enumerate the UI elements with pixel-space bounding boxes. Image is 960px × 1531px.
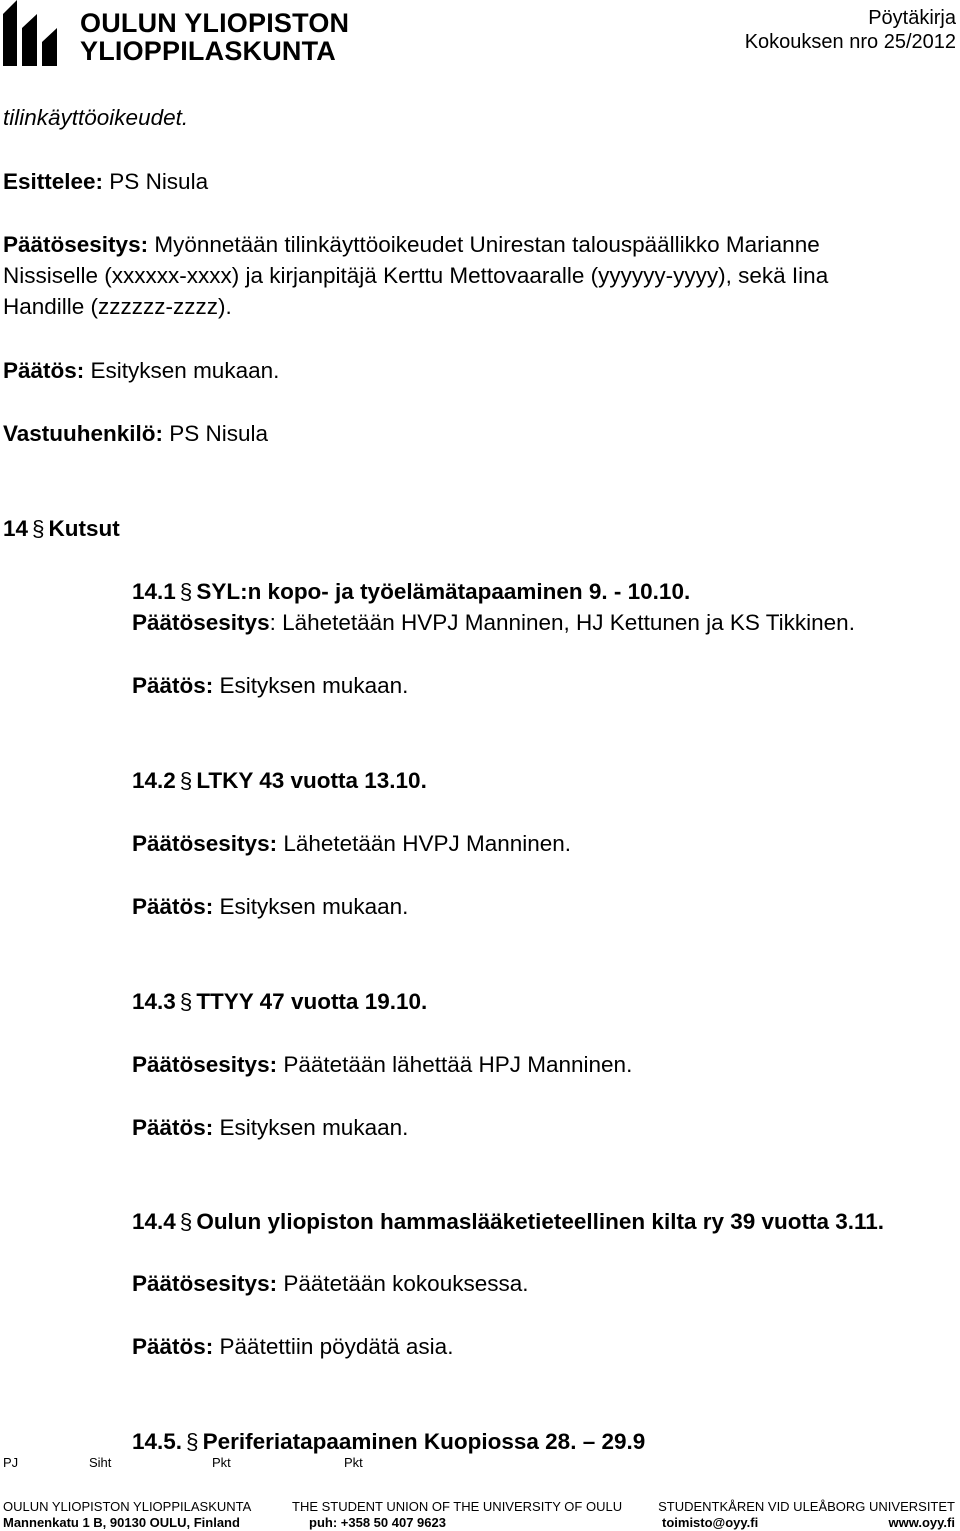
item-proposal-text: Lähetetään HVPJ Manninen. xyxy=(277,831,572,856)
footer-website[interactable]: www.oyy.fi xyxy=(888,1515,955,1530)
item-decision-text: Esityksen mukaan. xyxy=(213,673,409,698)
item-heading xyxy=(132,1426,645,1457)
signature-label-pkt: Pkt xyxy=(212,1455,231,1470)
signature-label-pkt-2: Pkt xyxy=(344,1455,363,1470)
item-proposal xyxy=(132,607,855,638)
item-title: LTKY 43 vuotta 13.10. xyxy=(196,768,427,793)
footer-phone: puh: +358 50 407 9623 xyxy=(309,1515,446,1530)
item-decision-text: Päätettiin pöydätä asia. xyxy=(213,1334,454,1359)
item-decision-label: Päätös: xyxy=(132,673,214,698)
section-symbol: § xyxy=(179,579,193,604)
document-type: Pöytäkirja xyxy=(868,7,956,29)
item-proposal-label: Päätösesitys xyxy=(132,610,270,635)
decision-value: Esityksen mukaan. xyxy=(84,358,280,383)
item-decision xyxy=(132,891,408,922)
item-number: 14.4 xyxy=(132,1209,176,1234)
org-name-line1: OULUN YLIOPISTON xyxy=(80,8,350,38)
item-title: Oulun yliopiston hammaslääketieteellinen kilta ry 39 vuotta 3.11. xyxy=(196,1209,885,1234)
responsible-value: PS Nisula xyxy=(163,421,269,446)
item-decision xyxy=(132,670,408,701)
section-symbol: § xyxy=(179,768,193,793)
signature-label-pj: PJ xyxy=(3,1455,19,1470)
section-heading xyxy=(3,513,120,544)
meeting-number: Kokouksen nro 25/2012 xyxy=(744,31,956,53)
item-decision-text: Esityksen mukaan. xyxy=(213,1115,409,1140)
proposal-text-1: Myönnetään tilinkäyttöoikeudet Unirestan talouspäällikko Marianne xyxy=(148,232,820,257)
responsible-label: Vastuuhenkilö: xyxy=(3,421,164,446)
section-symbol: § xyxy=(179,1209,193,1234)
item-number: 14.2 xyxy=(132,768,176,793)
item-heading xyxy=(132,1206,884,1237)
item-proposal xyxy=(132,1049,632,1080)
item-proposal xyxy=(132,828,571,859)
item-proposal-label: Päätösesitys: xyxy=(132,1052,278,1077)
proposal-label: Päätösesitys: xyxy=(3,232,149,257)
presenter-line xyxy=(3,166,208,197)
item-decision xyxy=(132,1112,408,1143)
item-decision-label: Päätös: xyxy=(132,1115,214,1140)
intro-fragment: tilinkäyttöoikeudet. xyxy=(3,105,189,130)
section-symbol: § xyxy=(32,516,45,541)
item-decision-label: Päätös: xyxy=(132,894,214,919)
presenter-label: Esittelee: xyxy=(3,169,104,194)
signature-label-siht: Siht xyxy=(89,1455,112,1470)
item-number: 14.3 xyxy=(132,989,176,1014)
item-title: SYL:n kopo- ja työelämätapaaminen 9. - 10.10. xyxy=(196,579,691,604)
item-heading xyxy=(132,576,690,607)
item-decision xyxy=(132,1331,453,1362)
item-number: 14.5. xyxy=(132,1429,183,1454)
item-proposal-text: : Lähetetään HVPJ Manninen, HJ Kettunen ja KS Tikkinen. xyxy=(269,610,855,635)
footer-org-fi: OULUN YLIOPISTON YLIOPPILASKUNTA xyxy=(3,1499,252,1514)
section-symbol: § xyxy=(186,1429,199,1454)
item-proposal-label: Päätösesitys: xyxy=(132,1271,278,1296)
university-logo-icon xyxy=(3,0,63,66)
item-title: Periferiatapaaminen Kuopiossa 28. – 29.9 xyxy=(202,1429,646,1454)
responsible-line xyxy=(3,418,268,449)
item-proposal xyxy=(132,1268,529,1299)
item-number: 14.1 xyxy=(132,579,176,604)
item-heading xyxy=(132,986,427,1017)
footer-address: Mannenkatu 1 B, 90130 OULU, Finland xyxy=(3,1515,240,1530)
item-proposal-text: Päätetään lähettää HPJ Manninen. xyxy=(277,1052,633,1077)
item-decision-text: Esityksen mukaan. xyxy=(213,894,409,919)
section-symbol: § xyxy=(179,989,193,1014)
item-proposal-label: Päätösesitys: xyxy=(132,831,278,856)
proposal-line-1 xyxy=(3,229,820,260)
item-title: TTYY 47 vuotta 19.10. xyxy=(196,989,428,1014)
footer-org-en: THE STUDENT UNION OF THE UNIVERSITY OF OULU xyxy=(292,1499,623,1514)
org-name-line2: YLIOPPILASKUNTA xyxy=(80,36,337,66)
item-proposal-text: Päätetään kokouksessa. xyxy=(277,1271,529,1296)
item-decision-label: Päätös: xyxy=(132,1334,214,1359)
footer-email[interactable]: toimisto@oyy.fi xyxy=(662,1515,759,1530)
decision-label: Päätös: xyxy=(3,358,85,383)
item-heading xyxy=(132,765,427,796)
section-title: Kutsut xyxy=(48,516,120,541)
decision-line xyxy=(3,355,279,386)
presenter-value: PS Nisula xyxy=(103,169,209,194)
section-number: 14 xyxy=(3,516,29,541)
footer-org-sv: STUDENTKÅREN VID ULEÅBORG UNIVERSITET xyxy=(658,1499,955,1514)
proposal-line-3: Handille (zzzzzz-zzzz). xyxy=(3,294,232,319)
proposal-line-2: Nissiselle (xxxxxx-xxxx) ja kirjanpitäjä Kerttu Mettovaaralle (yyyyyy-yyyy), sekä Iina xyxy=(3,263,829,288)
